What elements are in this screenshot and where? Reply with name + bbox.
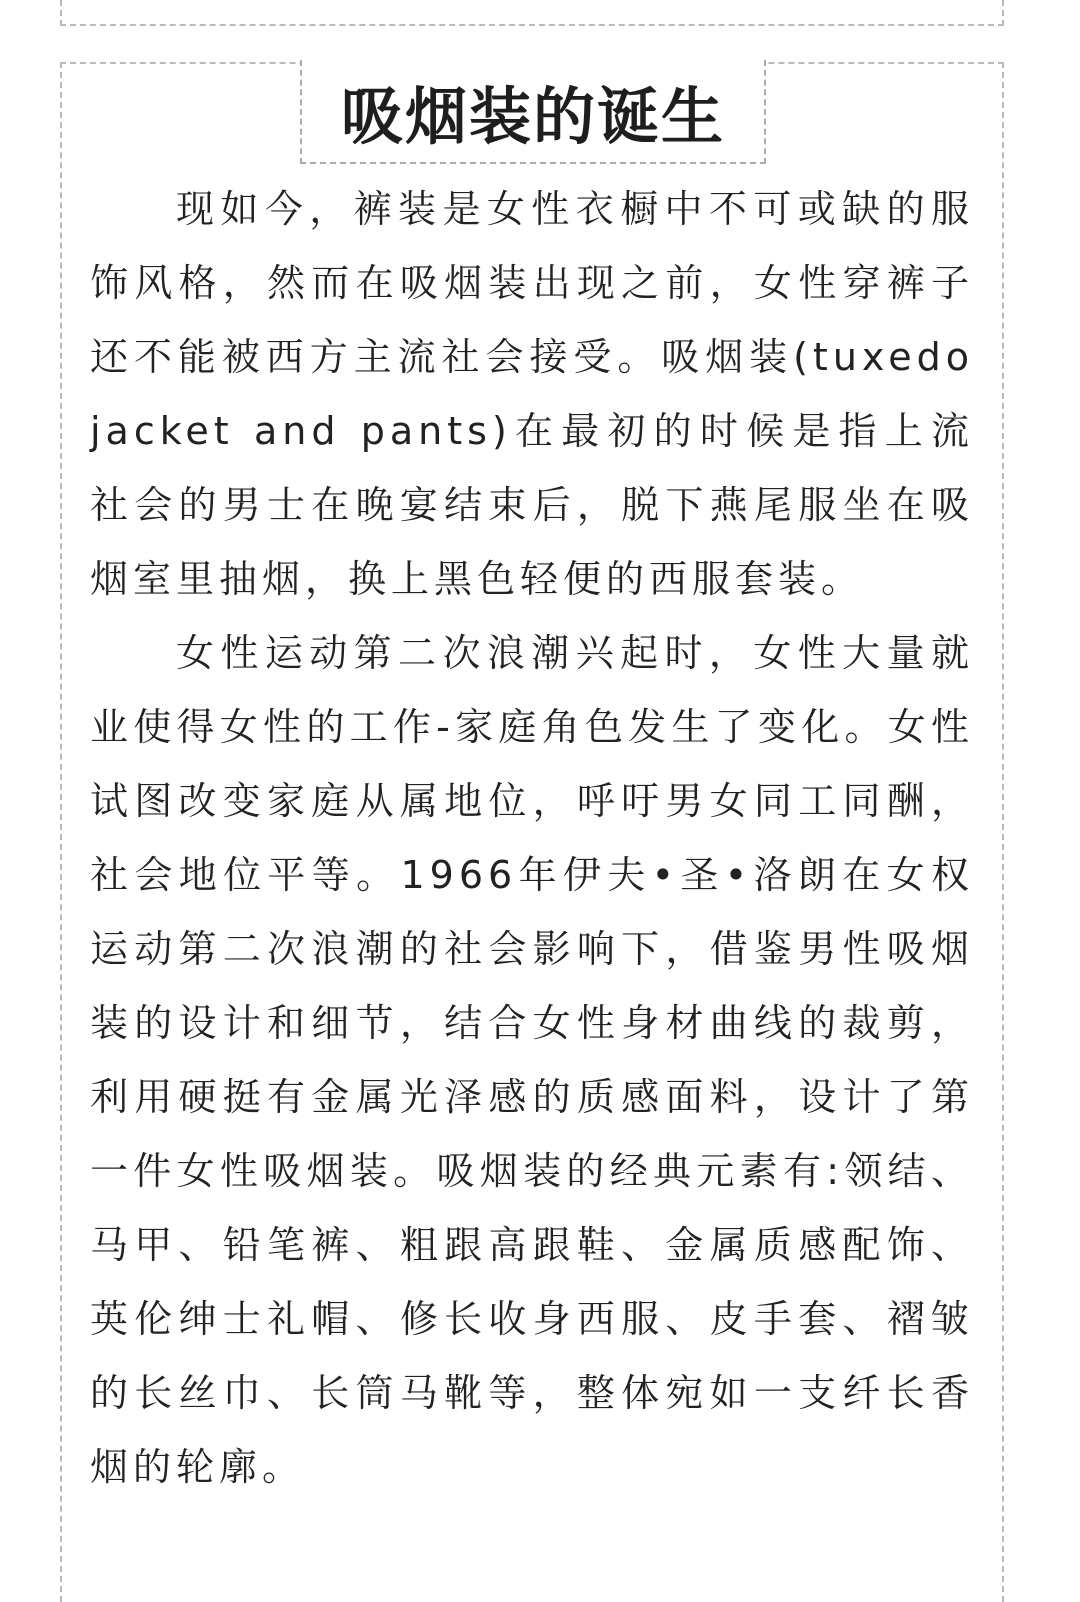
paragraph-1: 现如今，裤装是女性衣橱中不可或缺的服饰风格，然而在吸烟装出现之前，女性穿裤子还不能被西方主流社会接受。吸烟装(tuxedo jacket and pants)在最初的时候是指上流社会的男士在晚宴结束后，脱下燕尾服坐在吸烟室里抽烟，换上黑色轻便的西服套装。 — [90, 187, 974, 601]
paragraph-2: 女性运动第二次浪潮兴起时，女性大量就业使得女性的工作-家庭角色发生了变化。女性试图改变家庭从属地位，呼吁男女同工同酬，社会地位平等。1966年伊夫•圣•洛朗在女权运动第二次浪潮的社会影响下，借鉴男性吸烟装的设计和细节，结合女性身材曲线的裁剪，利用硬挺有金属光泽感的质感面料，设计了第一件女性吸烟装。吸烟装的经典元素有:领结、马甲、铅笔裤、粗跟高跟鞋、金属质感配饰、英伦绅士礼帽、修长收身西服、皮手套、褶皱的长丝巾、长筒马靴等，整体宛如一支纤长香烟的轮廓。 — [90, 631, 974, 1489]
article-body — [90, 172, 974, 1504]
title-frame — [300, 60, 766, 164]
section-title: 吸烟装的诞生 — [340, 79, 725, 153]
previous-section-frame — [60, 0, 1004, 26]
